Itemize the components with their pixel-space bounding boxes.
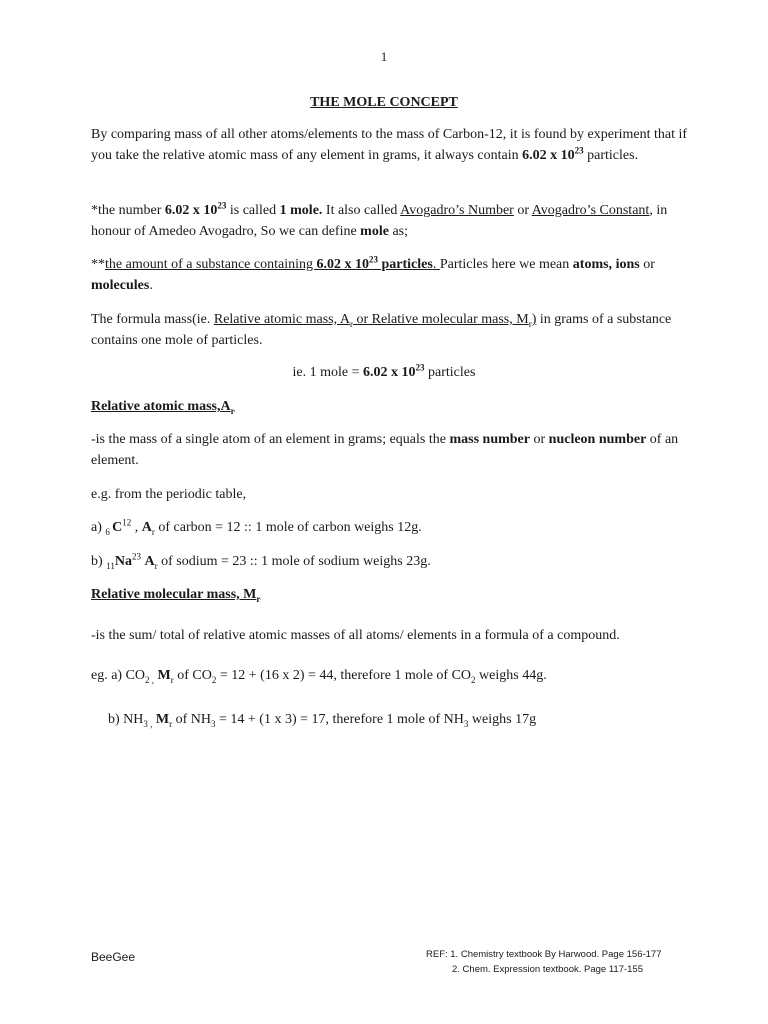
example-nh3: b) $NH_{3 ,}$ $M_r$ of $NH_3 = 14 + (1$ x 3) = 17, therefore 1 mole of $NH_3$ weighs 17g bbox=[108, 712, 537, 729]
heading-relative-molecular-mass: Relative molecular mass, $M_r$ bbox=[91, 587, 261, 604]
footer-author: BeeGee bbox=[91, 950, 136, 964]
footer-references bbox=[426, 947, 662, 977]
formula-mass-paragraph: The formula mass(ie. Relative atomic mass, $A_r$ or Relative molecular mass, $M_r$) in grams of a substance contains one mole of particles. bbox=[91, 312, 672, 348]
example-sodium: b) $_{11}Na^{23}$ $A_r$ of sodium = 23 :: 1 mole of sodium weighs 23g. bbox=[91, 551, 431, 571]
page-number: 1 bbox=[380, 49, 388, 64]
example-co2: eg. a) $CO_{2 ,}$ $M_r$ of $CO_2 = 12 + (16$ x 2) = 44, therefore 1 mole of $CO_2$ weighs 44g. bbox=[91, 668, 547, 685]
mole-definition-paragraph: **the amount of a substance containing 6.02 x $10^{23}$ particles. Particles here we mean atoms, ions or molecules. bbox=[91, 254, 655, 293]
example-intro: e.g. from the periodic table, bbox=[91, 487, 247, 502]
page-title: THE MOLE CONCEPT bbox=[310, 95, 458, 110]
intro-text: By comparing mass of all other atoms/elements to the mass of Carbon-12, it is found by experiment that if you take the relative atomic mass of any element in grams, it always contain bbox=[91, 127, 688, 163]
atomic-mass-definition: -is the mass of a single atom of an element in grams; equals the mass number or nucleon number of an element. bbox=[91, 432, 679, 468]
avogadro-constant-term: Avogadro’s Constant bbox=[531, 203, 650, 218]
reference-2: 2. Chem. Expression textbook. Page 117-155 bbox=[452, 964, 643, 975]
intro-paragraph: By comparing mass of all other atoms/elements to the mass of Carbon-12, it is found by experiment that if you take the relative atomic mass of any element in grams, it always contain 6.02 x $10^{23}$ particles. bbox=[91, 127, 688, 163]
mole-equation: ie. 1 mole = 6.02 x $10^{23}$ particles bbox=[292, 362, 476, 380]
reference-1: REF: 1. Chemistry textbook By Harwood. Page 156-177 bbox=[426, 949, 662, 960]
definition-paragraph: *the number 6.02 x $10^{23}$ is called 1 mole. It also called Avogadro’s Number or Avogadro’s Constant, in honour of Amedeo Avogadro, So we can define mole as; bbox=[91, 200, 668, 239]
example-carbon: a) $_6$ $C^{12}$ , $A_r$ of carbon = 12 :: 1 mole of carbon weighs 12g. bbox=[91, 517, 422, 537]
heading-relative-atomic-mass: Relative atomic $mass,A_r$ bbox=[91, 399, 235, 416]
avogadro-number-term: Avogadro’s Number bbox=[400, 203, 514, 218]
avogadro-value: 6.02 x $10^{23}$ bbox=[522, 145, 584, 163]
molecular-mass-definition: -is the sum/ total of relative atomic masses of all atoms/ elements in a formula of a compound. bbox=[91, 628, 620, 643]
